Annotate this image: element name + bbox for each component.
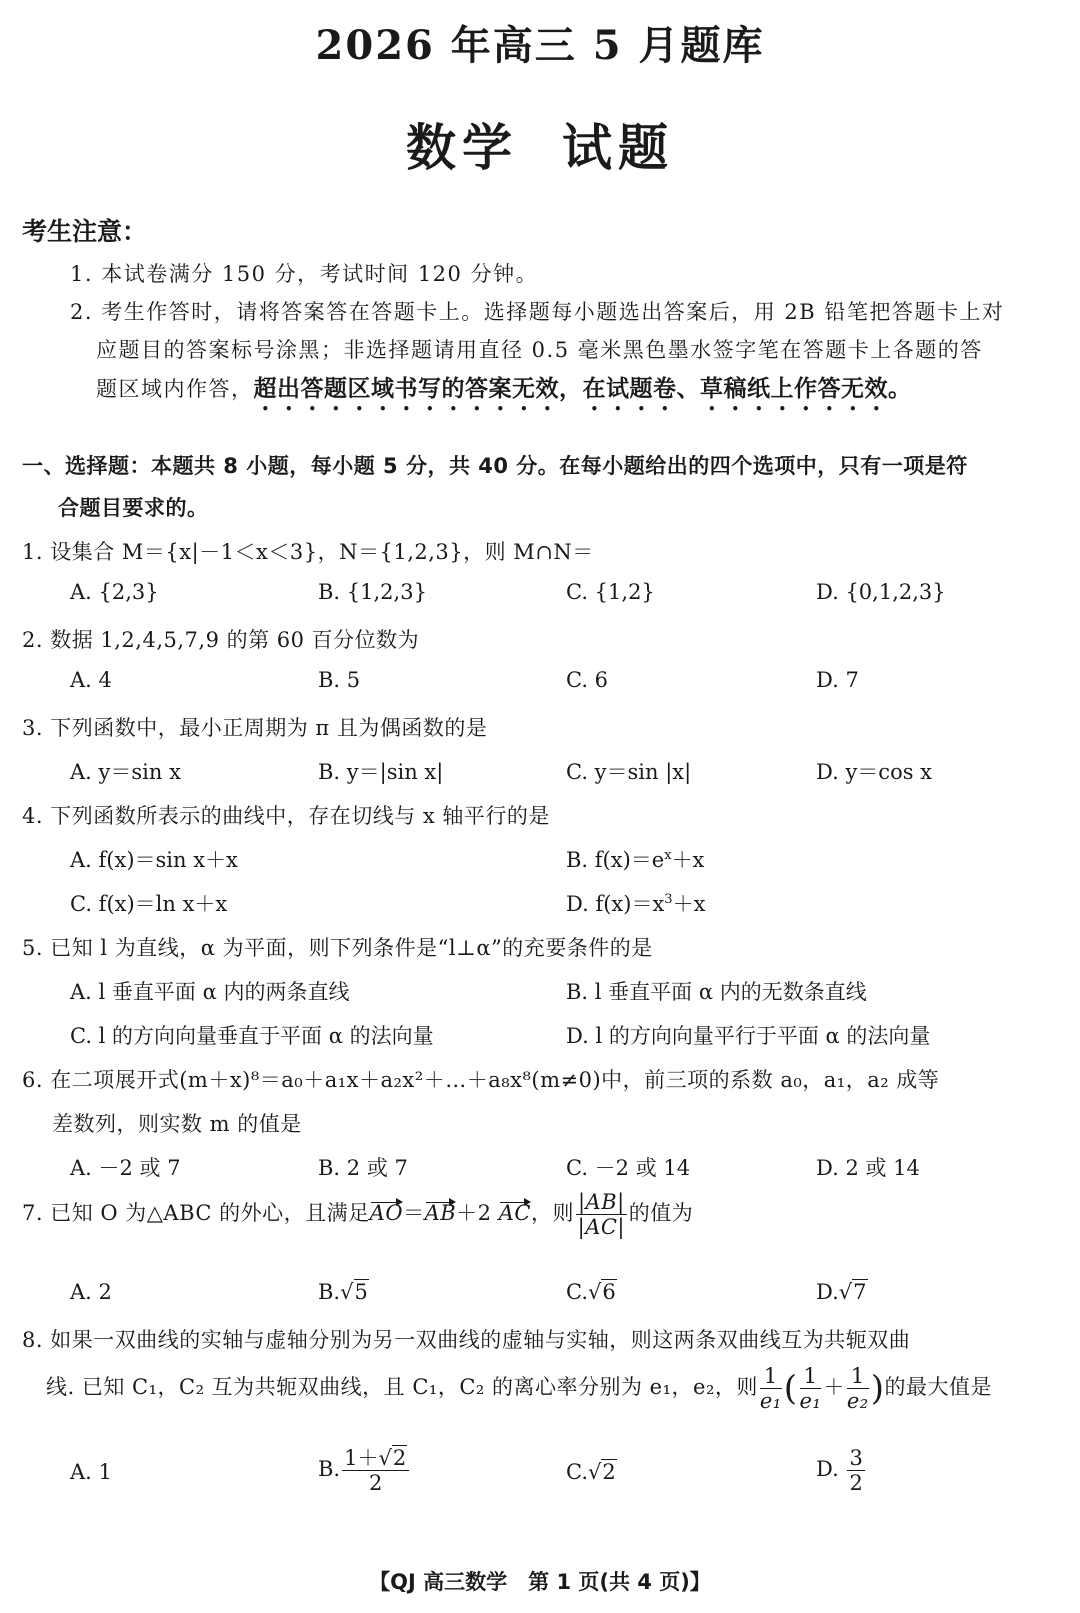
radicand: 6 [602, 1280, 616, 1304]
question-3-option-c: C. y＝sin |x| [566, 760, 692, 784]
fraction-numerator: |AB| [577, 1190, 625, 1214]
section-heading-line-1: 一、选择题：本题共 8 小题，每小题 5 分，共 40 分。在每小题给出的四个选项中，只有一项是符 [22, 454, 968, 478]
question-8-option-d [816, 1446, 867, 1495]
question-5-option-c: C. l 的方向向量垂直于平面 α 的法向量 [70, 1024, 434, 1048]
page-footer: 【QJ 高三数学 第 1 页(共 4 页)】 [369, 1570, 711, 1594]
question-1-stem: 1. 设集合 M＝{x|－1＜x＜3}，N＝{1,2,3}，则 M∩N＝ [22, 540, 594, 564]
numerator-text: 1＋ [344, 1446, 379, 1470]
sqrt-symbol: √2 [588, 1460, 616, 1484]
question-1-option-b: B. {1,2,3} [318, 580, 427, 604]
question-6-option-a: A. －2 或 7 [70, 1156, 181, 1180]
plus-two: ＋2 [456, 1201, 499, 1226]
question-5-option-d: D. l 的方向向量平行于平面 α 的法向量 [566, 1024, 931, 1048]
question-8-tail: 的最大值是 [884, 1375, 992, 1400]
radicand: 2 [392, 1446, 407, 1470]
option-label: C. [566, 1280, 588, 1304]
question-3-option-b: B. y＝|sin x| [318, 760, 444, 784]
question-4-option-b [566, 844, 704, 874]
question-5-stem: 5. 已知 l 为直线，α 为平面，则下列条件是“l⊥α”的充要条件的是 [22, 936, 653, 960]
fraction-denominator: e₂ [846, 1389, 869, 1414]
fraction-denominator: 2 [849, 1471, 863, 1496]
then-text: ，则 [530, 1201, 574, 1226]
fraction-numerator: 1 [847, 1364, 869, 1389]
left-paren: ( [783, 1368, 798, 1409]
question-8-stem-line-2: 线. 已知 C₁，C₂ 互为共轭双曲线，且 C₁，C₂ 的离心率分别为 e₁，e₂，则 $\frac{1}{\text{e₁}}$ ( $\frac{1}{\text{e₁}}$ ＋ $\frac{1}{\text{e₂}}$ )的最大值是 [46, 1364, 992, 1414]
exam-title: 2026 年高三 5 月题库 [315, 22, 765, 69]
question-8-option-b [318, 1446, 411, 1495]
question-2-stem: 2. 数据 1,2,4,5,7,9 的第 60 百分位数为 [22, 628, 420, 652]
question-7-stem [22, 1190, 693, 1239]
question-3-option-a: A. y＝sin x [70, 760, 181, 784]
notice-emphasis-text: 超出答题区域书写的答案无效，在试题卷、草稿纸上作答无效。 [253, 376, 912, 402]
question-7-option-a: A. 2 [70, 1280, 112, 1304]
fraction-numerator: 1 [760, 1364, 782, 1389]
question-2-option-a: A. 4 [70, 668, 112, 692]
option-label: D. [816, 1280, 839, 1304]
question-4-option-a: A. f(x)＝sin x＋x [70, 848, 238, 872]
sqrt-symbol: √2 [378, 1446, 407, 1470]
fraction-numerator: 1 [800, 1364, 822, 1389]
fraction-1-over-e2 [847, 1364, 869, 1413]
question-7-option-b [318, 1280, 369, 1304]
option-label: D. [816, 1457, 839, 1482]
question-8-stem-line-1: 8. 如果一双曲线的实轴与虚轴分别为另一双曲线的虚轴与实轴，则这两条双曲线互为共轭双曲 [22, 1328, 911, 1352]
question-3-stem: 3. 下列函数中，最小正周期为 π 且为偶函数的是 [22, 716, 488, 740]
option-d-exponent: 3 [664, 892, 673, 907]
sqrt-symbol: √7 [838, 1280, 867, 1304]
question-8-option-c [566, 1460, 617, 1484]
question-6-option-c: C. －2 或 14 [566, 1156, 691, 1180]
question-6-stem-line-1: 6. 在二项展开式(m＋x)⁸＝a₀＋a₁x＋a₂x²＋…＋a₈x⁸(m≠0)中，前三项的系数 a₀，a₁，a₂ 成等 [22, 1068, 940, 1092]
question-2-option-c: C. 6 [566, 668, 609, 692]
fraction-denominator: |AC| [577, 1215, 626, 1240]
question-4-option-d [566, 888, 705, 918]
fraction-1-over-e1 [760, 1364, 782, 1413]
ratio-fraction [576, 1190, 627, 1239]
paper-title [0, 108, 1080, 180]
fraction-1-over-e1-inner [800, 1364, 822, 1413]
fraction-numerator [342, 1446, 409, 1471]
notice-item-1: 1. 本试卷满分 150 分，考试时间 120 分钟。 [70, 262, 539, 286]
question-1-option-a: A. {2,3} [70, 580, 159, 604]
notice-item-2-line-2: 应题目的答案标号涂黑；非选择题请用直径 0.5 毫米黑色墨水签字笔在答题卡上各题的答 [96, 338, 983, 362]
radicand: 2 [602, 1460, 616, 1484]
fraction-option-b [342, 1446, 409, 1495]
question-5-option-b: B. l 垂直平面 α 内的无数条直线 [566, 980, 867, 1004]
vector-ao: AO [369, 1201, 404, 1226]
question-8-text: 线. 已知 C₁，C₂ 互为共轭双曲线，且 C₁，C₂ 的离心率分别为 e₁，e₂，则 [46, 1375, 758, 1400]
question-2-option-b: B. 5 [318, 668, 361, 692]
subject-label: 数学 [406, 118, 518, 177]
question-7-tail: 的值为 [628, 1201, 694, 1226]
option-label: B. [318, 1457, 341, 1482]
fraction-denominator: 2 [368, 1471, 383, 1496]
question-3-option-d: D. y＝cos x [816, 760, 933, 784]
right-paren: ) [870, 1368, 885, 1409]
option-b-exponent: x [664, 848, 672, 863]
question-7-text: 7. 已知 O 为△ABC 的外心，且满足 [22, 1201, 370, 1226]
fraction-option-d [847, 1446, 864, 1495]
option-b-text: B. f(x)＝e [566, 848, 665, 872]
vector-ab: AB [424, 1201, 457, 1226]
sqrt-symbol: √6 [588, 1280, 616, 1304]
vector-ac: AC [498, 1201, 531, 1226]
question-6-stem-line-2: 差数列，则实数 m 的值是 [52, 1112, 302, 1136]
radicand: 5 [354, 1280, 368, 1304]
question-6-option-b: B. 2 或 7 [318, 1156, 408, 1180]
question-4-option-c: C. f(x)＝ln x＋x [70, 892, 228, 916]
question-7-option-d [816, 1280, 868, 1304]
question-8-option-a: A. 1 [70, 1460, 112, 1484]
question-6-option-d: D. 2 或 14 [816, 1156, 920, 1180]
fraction-denominator: e₁ [759, 1389, 782, 1414]
option-label: C. [566, 1460, 588, 1484]
option-label: B. [318, 1280, 341, 1304]
notice-plain-text: 题区域内作答， [96, 377, 254, 401]
radicand: 7 [853, 1280, 867, 1304]
question-4-stem: 4. 下列函数所表示的曲线中，存在切线与 x 轴平行的是 [22, 804, 550, 828]
fraction-numerator: 3 [849, 1446, 863, 1470]
question-7-option-c [566, 1280, 617, 1304]
option-d-text: D. f(x)＝x [566, 892, 665, 916]
notice-item-2-line-3 [96, 370, 912, 416]
notice-heading: 考生注意： [22, 217, 148, 246]
option-d-tail: ＋x [672, 892, 706, 916]
question-2-option-d: D. 7 [816, 668, 859, 692]
fraction-denominator: e₁ [799, 1389, 822, 1414]
option-b-tail: ＋x [671, 848, 705, 872]
question-1-option-c: C. {1,2} [566, 580, 655, 604]
paper-label: 试题 [562, 118, 674, 177]
question-1-option-d: D. {0,1,2,3} [816, 580, 946, 604]
notice-item-2-line-1: 2. 考生作答时，请将答案答在答题卡上。选择题每小题选出答案后，用 2B 铅笔把答题卡上对 [70, 300, 1005, 324]
equals-sign: ＝ [403, 1201, 425, 1226]
section-heading-line-2: 合题目要求的。 [58, 496, 209, 520]
sqrt-symbol: √5 [340, 1280, 368, 1304]
question-5-option-a: A. l 垂直平面 α 内的两条直线 [70, 980, 350, 1004]
